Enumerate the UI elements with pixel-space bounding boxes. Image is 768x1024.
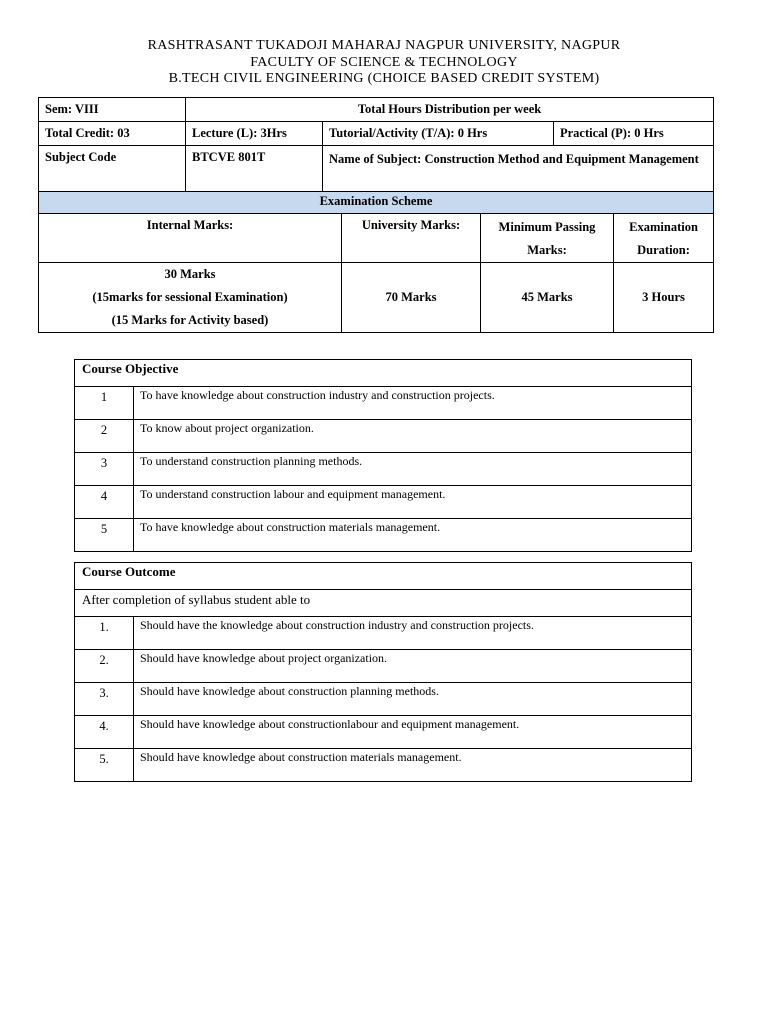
course-objective-title: Course Objective [75, 360, 692, 387]
internal-total: 30 Marks [164, 267, 216, 281]
hours-distribution-title: Total Hours Distribution per week [186, 98, 714, 122]
objective-text: To understand construction labour and equipment management. [134, 486, 692, 519]
outcome-number: 4. [75, 716, 134, 749]
objective-text: To have knowledge about construction materials management. [134, 519, 692, 552]
faculty-name: FACULTY OF SCIENCE & TECHNOLOGY [250, 54, 518, 70]
objective-number: 1 [75, 387, 134, 420]
outcome-row [75, 650, 692, 683]
objective-number: 4 [75, 486, 134, 519]
course-outcome-intro: After completion of syllabus student able to [75, 590, 692, 617]
outcome-text: Should have the knowledge about construction industry and construction projects. [134, 617, 692, 650]
practical-cell: Practical (P): 0 Hrs [554, 122, 714, 146]
outcome-number: 3. [75, 683, 134, 716]
outcome-text: Should have knowledge about constructionlabour and equipment management. [134, 716, 692, 749]
subject-name: Name of Subject: Construction Method and Equipment Management [323, 146, 714, 192]
course-objective-table [74, 359, 692, 552]
objective-text: To know about project organization. [134, 420, 692, 453]
course-outcome-title: Course Outcome [75, 563, 692, 590]
outcome-number: 2. [75, 650, 134, 683]
internal-sessional: (15marks for sessional Examination) [92, 290, 288, 304]
program-name: B.TECH CIVIL ENGINEERING (CHOICE BASED CREDIT SYSTEM) [168, 71, 600, 86]
objective-text: To understand construction planning methods. [134, 453, 692, 486]
outcome-text: Should have knowledge about project organization. [134, 650, 692, 683]
subject-code-value: BTCVE 801T [186, 146, 323, 192]
semester-cell: Sem: VIII [39, 98, 186, 122]
objective-number: 3 [75, 453, 134, 486]
internal-marks-label: Internal Marks: [39, 214, 342, 263]
internal-activity: (15 Marks for Activity based) [111, 313, 269, 327]
total-credit-cell: Total Credit: 03 [39, 122, 186, 146]
outcome-text: Should have knowledge about construction materials management. [134, 749, 692, 782]
objective-row [75, 486, 692, 519]
university-marks-value: 70 Marks [342, 263, 481, 333]
outcome-row [75, 683, 692, 716]
objective-number: 5 [75, 519, 134, 552]
tutorial-cell: Tutorial/Activity (T/A): 0 Hrs [323, 122, 554, 146]
objective-row [75, 387, 692, 420]
objective-text: To have knowledge about construction industry and construction projects. [134, 387, 692, 420]
outcome-text: Should have knowledge about construction planning methods. [134, 683, 692, 716]
outcome-number: 1. [75, 617, 134, 650]
examination-scheme-title: Examination Scheme [39, 192, 714, 214]
objective-row [75, 453, 692, 486]
internal-marks-value [39, 263, 342, 333]
objective-row [75, 420, 692, 453]
objective-number: 2 [75, 420, 134, 453]
exam-duration-label: Examination Duration: [614, 214, 714, 263]
university-name: RASHTRASANT TUKADOJI MAHARAJ NAGPUR UNIVERSITY, NAGPUR [147, 38, 621, 53]
outcome-row [75, 716, 692, 749]
document-header [0, 38, 768, 88]
subject-code-label: Subject Code [39, 146, 186, 192]
outcome-row [75, 617, 692, 650]
course-outcome-table [74, 562, 692, 782]
outcome-row [75, 749, 692, 782]
min-passing-label: Minimum Passing Marks: [481, 214, 614, 263]
outcome-number: 5. [75, 749, 134, 782]
lecture-cell: Lecture (L): 3Hrs [186, 122, 323, 146]
min-passing-value: 45 Marks [481, 263, 614, 333]
exam-duration-value: 3 Hours [614, 263, 714, 333]
objective-row [75, 519, 692, 552]
scheme-table [38, 97, 714, 333]
university-marks-label: University Marks: [342, 214, 481, 263]
